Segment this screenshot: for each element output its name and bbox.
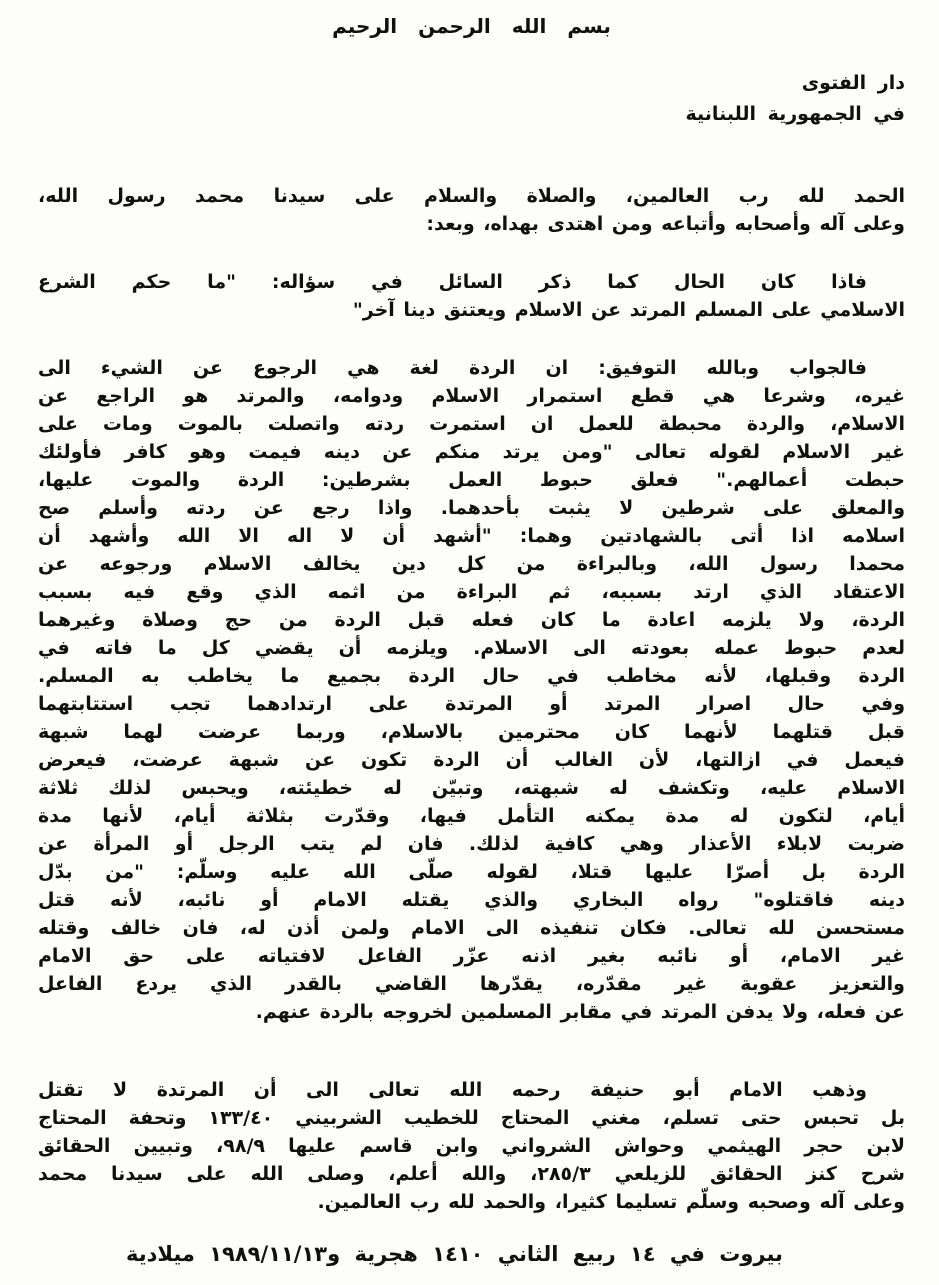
document-body bbox=[38, 182, 905, 1216]
text-line: مستحسن لله تعالى. فكان تنفيذه الى الامام ولمن أذن له، فان خالف وقتله bbox=[38, 917, 905, 939]
bismillah-header: بسم الله الرحمن الرحيم bbox=[332, 14, 611, 38]
text-line: فيعمل في ازالتها، لأن الغالب أن الردة تكون عن شبهة عرضت، فيعرض bbox=[38, 749, 905, 771]
paragraph bbox=[38, 268, 905, 324]
letterhead-organization: دار الفتوى bbox=[801, 72, 905, 94]
text-line: ضربت لابلاء الأعذار وهي كافية لذلك. فان لم يتب الرجل أو المرأة عن bbox=[38, 833, 905, 855]
text-line: والمعلق على شرطين لا يثبت بأحدهما. واذا رجع عن ردته وأسلم صح bbox=[38, 497, 905, 519]
text-line: وعلى آله وصحبه وسلّم تسليما كثيرا، والحمد لله رب العالمين. bbox=[317, 1191, 905, 1213]
text-line: غير الامام، أو نائبه بغير اذنه عزّر الفاعل لافتياته على حق الامام bbox=[38, 945, 905, 967]
text-line: دينه فاقتلوه" رواه البخاري والذي يقتله الامام أو نائبه، لأنه قتل bbox=[38, 889, 905, 911]
text-line: الردة، ولا يلزمه اعادة ما كان فعله قبل الردة من حج وصلاة وغيرهما bbox=[38, 609, 905, 631]
text-line: وعلى آله وأصحابه وأتباعه ومن اهتدى بهداه، وبعد: bbox=[426, 213, 905, 235]
dateline: بيروت في ١٤ ربيع الثاني ١٤١٠ هجرية و١٩٨٩/١١/١٣ ميلادية bbox=[126, 1242, 783, 1266]
text-line: شرح كنز الحقائق للزيلعي ٢٨٥/٣، والله أعلم، وصلى الله على سيدنا محمد bbox=[38, 1163, 905, 1185]
text-line: غير الاسلام لقوله تعالى "ومن يرتد منكم عن دينه فيمت وهو كافر فأولئك bbox=[38, 441, 905, 463]
text-line: الاسلامي على المسلم المرتد عن الاسلام ويعتنق دينا آخر" bbox=[352, 299, 905, 321]
letterhead-country: في الجمهورية اللبنانية bbox=[685, 103, 905, 125]
text-line: فاذا كان الحال كما ذكر السائل في سؤاله: "ما حكم الشرع bbox=[38, 271, 867, 293]
text-line: الاعتقاد الذي ارتد بسببه، ثم البراءة من اثمه الذي وقع فيه بسبب bbox=[38, 581, 905, 603]
text-line: أيام، لتكون له مدة يمكنه التأمل فيها، وقدّرت بثلاثة أيام، لأنها مدة bbox=[38, 805, 905, 827]
paragraph bbox=[38, 182, 905, 238]
text-line: قبل قتلهما لأنهما كان محترمين بالاسلام، وربما عرضت لهما شبهة bbox=[38, 721, 905, 743]
text-line: وذهب الامام أبو حنيفة رحمه الله تعالى الى أن المرتدة لا تقتل bbox=[38, 1079, 867, 1101]
text-line: الاسلام، والردة محبطة للعمل ان استمرت ردته واتصلت بالموت ومات على bbox=[38, 413, 905, 435]
text-line: غيره، وشرعا هي قطع استمرار الاسلام ودوامه، والمرتد هو الراجع عن bbox=[38, 385, 905, 407]
paragraph bbox=[38, 1076, 905, 1216]
letterhead bbox=[38, 68, 905, 130]
text-line: الردة وقبلها، لأنه مخاطب في حال الردة بجميع ما يخاطب به المسلم. bbox=[38, 665, 905, 687]
text-line: وفي حال اصرار المرتد أو المرتدة على ارتدادهما تجب استتابتهما bbox=[38, 693, 905, 715]
text-line: محمدا رسول الله، وبالبراءة من كل دين يخالف الاسلام ورجوعه عن bbox=[38, 553, 905, 575]
text-line: حبطت أعمالهم." فعلق حبوط العمل بشرطين: الردة والموت عليها، bbox=[38, 469, 905, 491]
text-line: الاسلام عليه، وتكشف له شبهته، وتبيّن له خطيئته، ويحبس لذلك ثلاثة bbox=[38, 777, 905, 799]
text-line: الحمد لله رب العالمين، والصلاة والسلام على سيدنا محمد رسول الله، bbox=[38, 185, 905, 207]
text-line: بل تحبس حتى تسلم، مغني المحتاج للخطيب الشربيني ١٣٣/٤٠ وتحفة المحتاج bbox=[38, 1107, 905, 1129]
text-line: لابن حجر الهيثمي وحواش الشرواني وابن قاسم عليها ٩٨/٩، وتبيين الحقائق bbox=[38, 1135, 905, 1157]
text-line: فالجواب وبالله التوفيق: ان الردة لغة هي الرجوع عن الشيء الى bbox=[38, 357, 867, 379]
text-line: والتعزيز عقوبة غير مقدّره، يقدّرها القاضي بالقدر الذي يردع الفاعل bbox=[38, 973, 905, 995]
text-line: اسلامه اذا أتى بالشهادتين وهما: "أشهد أن لا اله الا الله وأشهد أن bbox=[38, 525, 905, 547]
text-line: عن فعله، ولا يدفن المرتد في مقابر المسلمين لخروجه بالردة عنهم. bbox=[255, 1001, 905, 1023]
paragraph bbox=[38, 354, 905, 1026]
text-line: الردة بل أصرّا عليها قتلا، لقوله صلّى الله عليه وسلّم: "من بدّل bbox=[38, 861, 905, 883]
text-line: لعدم حبوط عمله بعودته الى الاسلام. ويلزمه أن يقضي كل ما فاته في bbox=[38, 637, 905, 659]
